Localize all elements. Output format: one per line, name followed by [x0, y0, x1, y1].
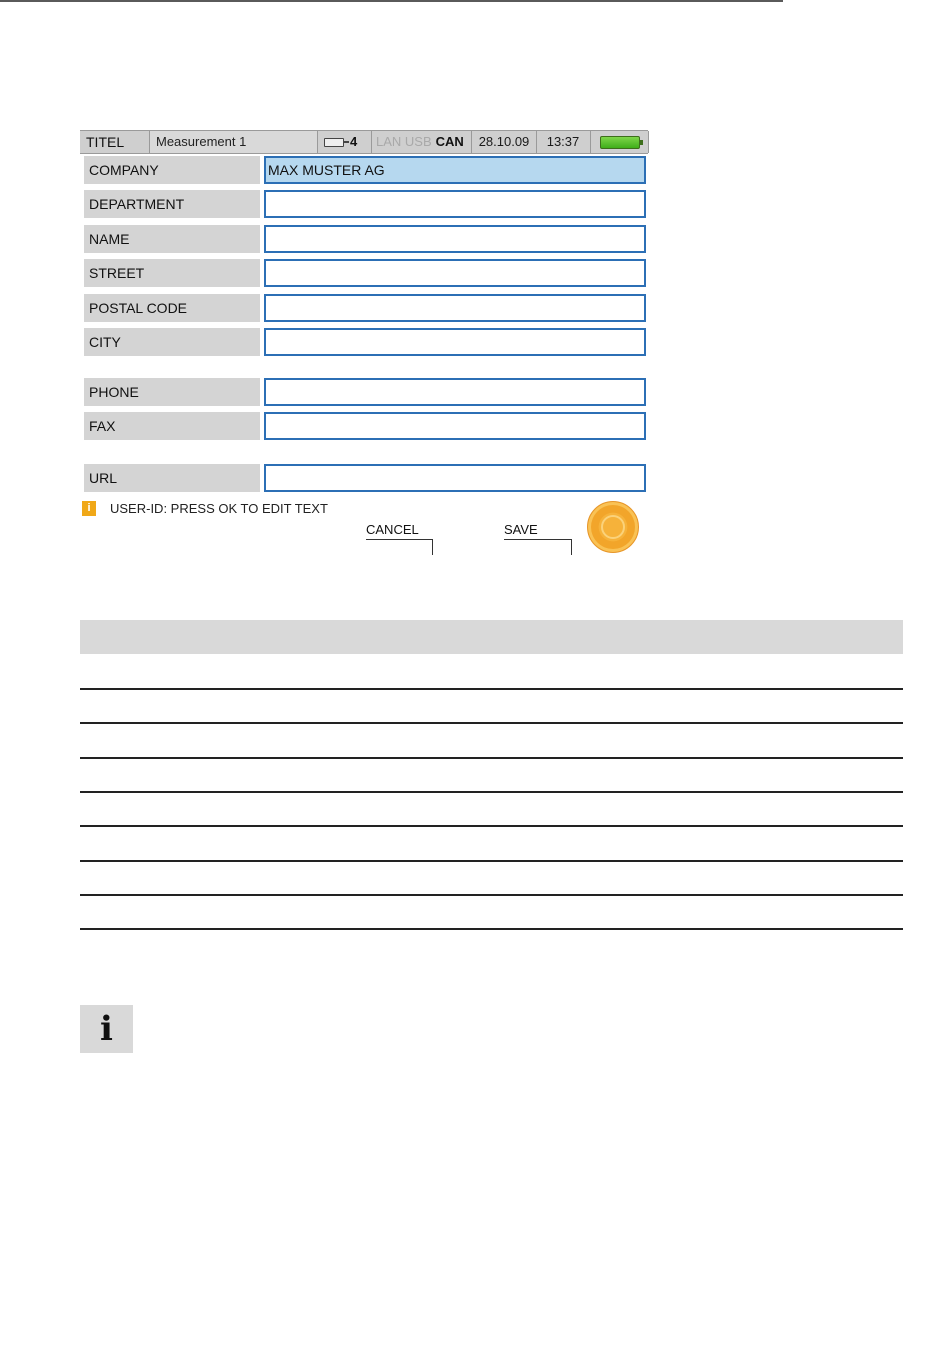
save-button[interactable]: [504, 522, 574, 556]
fax-label: FAX: [84, 412, 260, 440]
table-row: [80, 793, 903, 827]
postal-code-field[interactable]: [264, 294, 646, 322]
table-row: [80, 828, 903, 862]
street-label: STREET: [84, 259, 260, 287]
name-label: NAME: [84, 225, 260, 253]
device-screen: [80, 130, 648, 560]
hint-line: [80, 500, 480, 520]
probe-plug-icon: [324, 138, 344, 147]
save-label: SAVE: [504, 522, 538, 537]
battery-full-icon: [600, 136, 640, 149]
status-bar: [80, 130, 648, 154]
department-label: DEPARTMENT: [84, 190, 260, 218]
cancel-underline: [366, 539, 433, 540]
phone-label: PHONE: [84, 378, 260, 406]
battery-indicator: [590, 131, 649, 153]
city-field[interactable]: [264, 328, 646, 356]
company-label: COMPANY: [84, 156, 260, 184]
measurement-name[interactable]: Measurement 1: [150, 131, 318, 153]
table-row: [80, 862, 903, 896]
table-row: [80, 759, 903, 793]
city-label: CITY: [84, 328, 260, 356]
inactive-ports: LAN USB: [376, 134, 432, 149]
table-header: [80, 620, 903, 654]
header-rule: [0, 0, 783, 2]
fax-field[interactable]: [264, 412, 646, 440]
postal-code-label: POSTAL CODE: [84, 294, 260, 322]
table-row: [80, 896, 903, 930]
active-port: CAN: [435, 134, 464, 149]
probe-indicator: [318, 131, 372, 153]
info-note-glyph: i: [100, 1009, 113, 1049]
url-label: URL: [84, 464, 260, 492]
probe-count: 4: [350, 134, 358, 149]
save-pointer: [571, 539, 572, 555]
name-field[interactable]: [264, 225, 646, 253]
cancel-label: CANCEL: [366, 522, 419, 537]
info-note-icon: [80, 1005, 133, 1053]
status-date: 28.10.09: [472, 131, 537, 153]
info-icon: i: [82, 501, 96, 516]
table-row: [80, 690, 903, 724]
table-row: [80, 725, 903, 759]
phone-field[interactable]: [264, 378, 646, 406]
interface-status: [372, 131, 472, 153]
cancel-button[interactable]: [366, 522, 436, 556]
table-row: [80, 656, 903, 690]
url-field[interactable]: [264, 464, 646, 492]
save-underline: [504, 539, 572, 540]
company-field[interactable]: MAX MUSTER AG: [264, 156, 646, 184]
navigation-pad-icon[interactable]: [587, 501, 639, 553]
status-title: TITEL: [80, 131, 150, 153]
status-time: 13:37: [536, 131, 591, 153]
hint-text: USER-ID: PRESS OK TO EDIT TEXT: [110, 501, 328, 516]
cancel-pointer: [432, 539, 433, 555]
department-field[interactable]: [264, 190, 646, 218]
street-field[interactable]: [264, 259, 646, 287]
ok-button[interactable]: [601, 515, 625, 539]
